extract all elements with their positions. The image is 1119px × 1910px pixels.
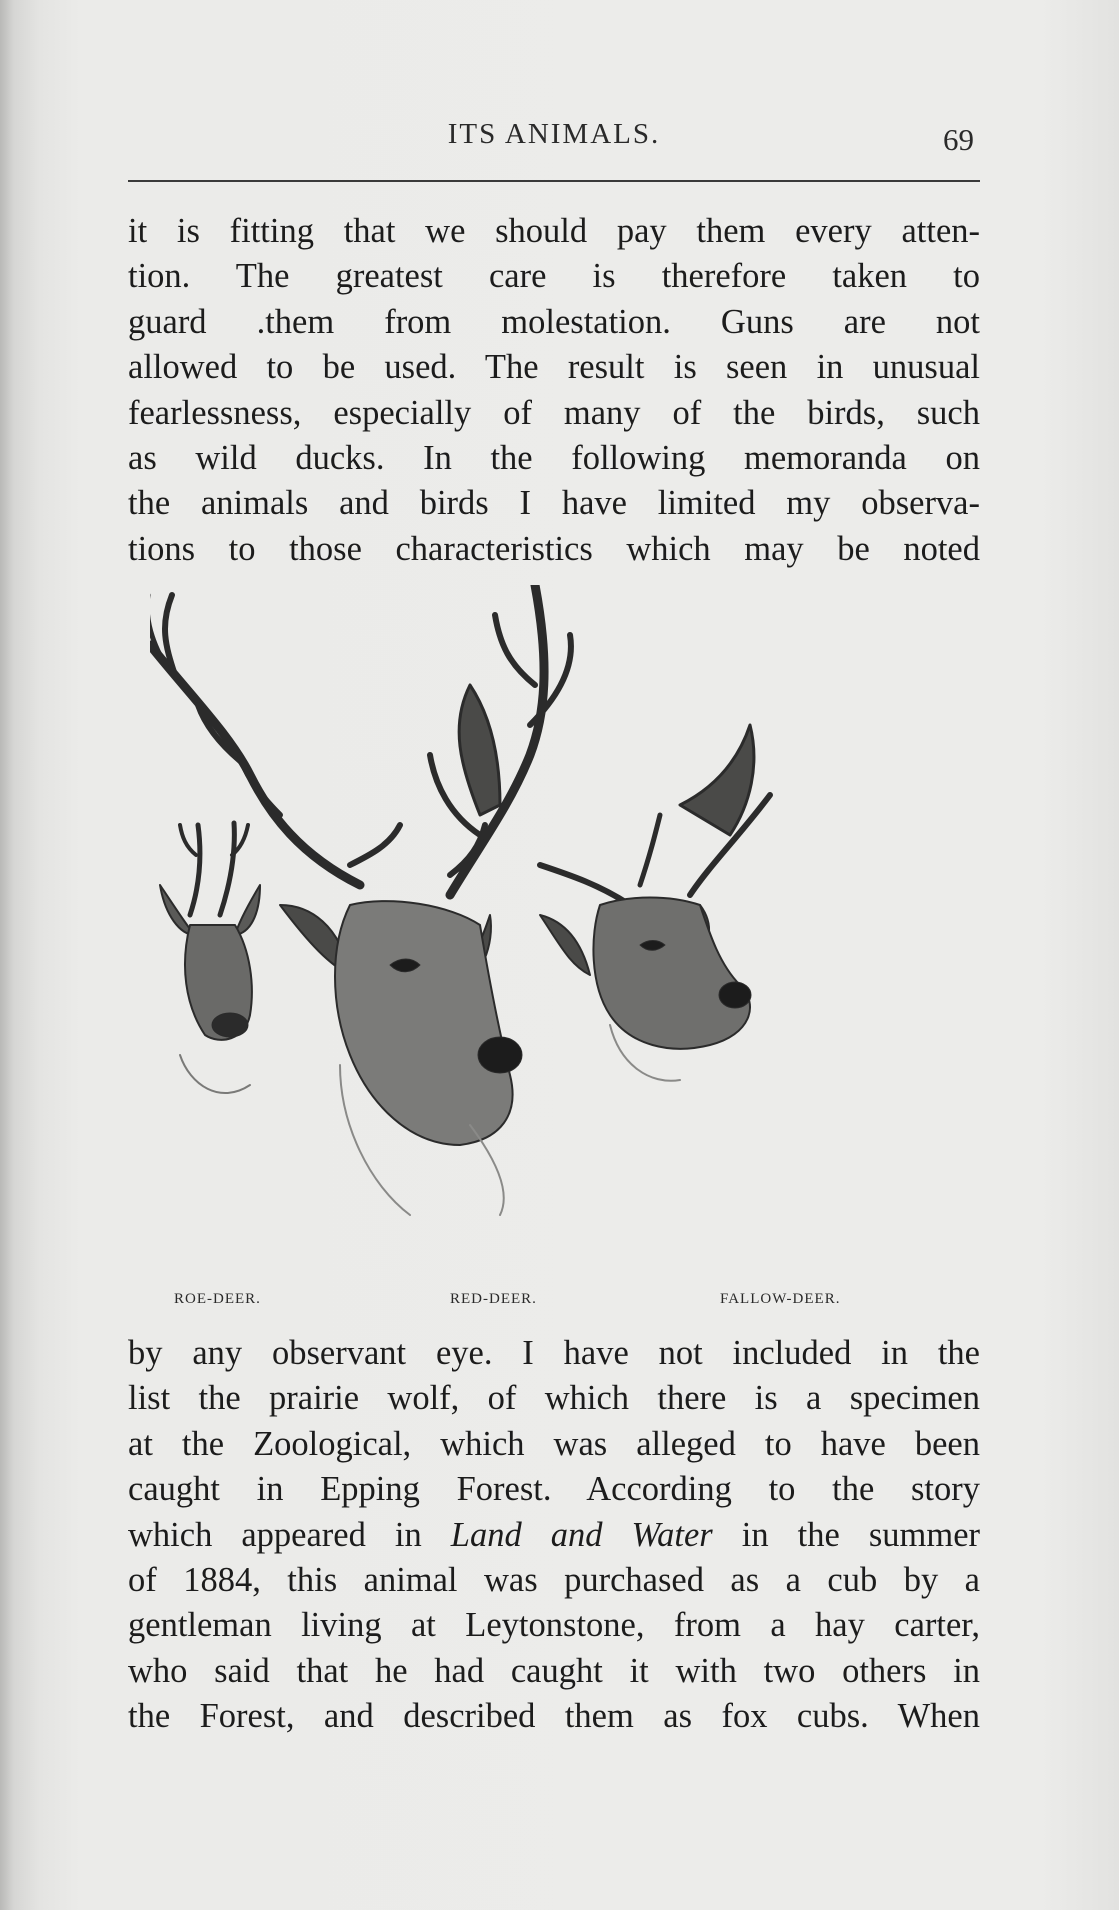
text-line: tions to those characteristics which may be noted: [128, 529, 980, 568]
text-fragment: which appeared in: [128, 1515, 422, 1554]
text-line: it is fitting that we should pay them every atten-: [128, 212, 980, 250]
text-line: who said that he had caught it with two others in: [128, 1651, 980, 1690]
text-fragment: in the summer: [741, 1515, 980, 1554]
text-line: of 1884, this animal was purchased as a cub by a: [128, 1561, 980, 1600]
page-number: 69: [943, 122, 974, 157]
text-line: as wild ducks. In the following memoranda on: [128, 439, 980, 478]
text-line: at the Zoological, which was alleged to have been: [128, 1424, 980, 1463]
publication-title: Land and Water: [450, 1515, 713, 1554]
text-line: allowed to be used. The result is seen in unusual: [128, 348, 980, 387]
text-line: caught in Epping Forest. According to the story: [128, 1470, 980, 1509]
text-line: the animals and birds I have limited my observa-: [128, 484, 980, 523]
text-line-with-title: [128, 1513, 980, 1558]
deer-heads-engraving: [150, 585, 930, 1307]
text-line: fearlessness, especially of many of the birds, such: [128, 393, 980, 432]
running-head: ITS ANIMALS.: [447, 118, 661, 150]
text-line: guard .them from molestation. Guns are not: [128, 302, 980, 341]
header-rule: [128, 180, 980, 182]
roe-deer-head: [160, 823, 260, 1093]
body-text-bottom: [128, 1331, 980, 1740]
caption-red-deer: RED-DEER.: [450, 1291, 537, 1307]
fallow-deer-head: [459, 685, 770, 1081]
text-line: by any observant eye. I have not included in the: [128, 1334, 980, 1372]
page-header: [128, 118, 980, 158]
deer-heads-illustration: [150, 585, 930, 1225]
text-line: gentleman living at Leytonstone, from a hay carter,: [128, 1606, 980, 1645]
text-line: the Forest, and described them as fox cubs. When: [128, 1697, 980, 1736]
caption-fallow-deer: FALLOW-DEER.: [720, 1291, 841, 1307]
body-text-top: [128, 209, 980, 572]
text-line: tion. The greatest care is therefore taken to: [128, 257, 980, 296]
figure-captions: [150, 1291, 930, 1321]
red-deer-head: [150, 585, 571, 1215]
caption-roe-deer: ROE-DEER.: [174, 1291, 261, 1307]
text-line: list the prairie wolf, of which there is a specimen: [128, 1379, 980, 1418]
